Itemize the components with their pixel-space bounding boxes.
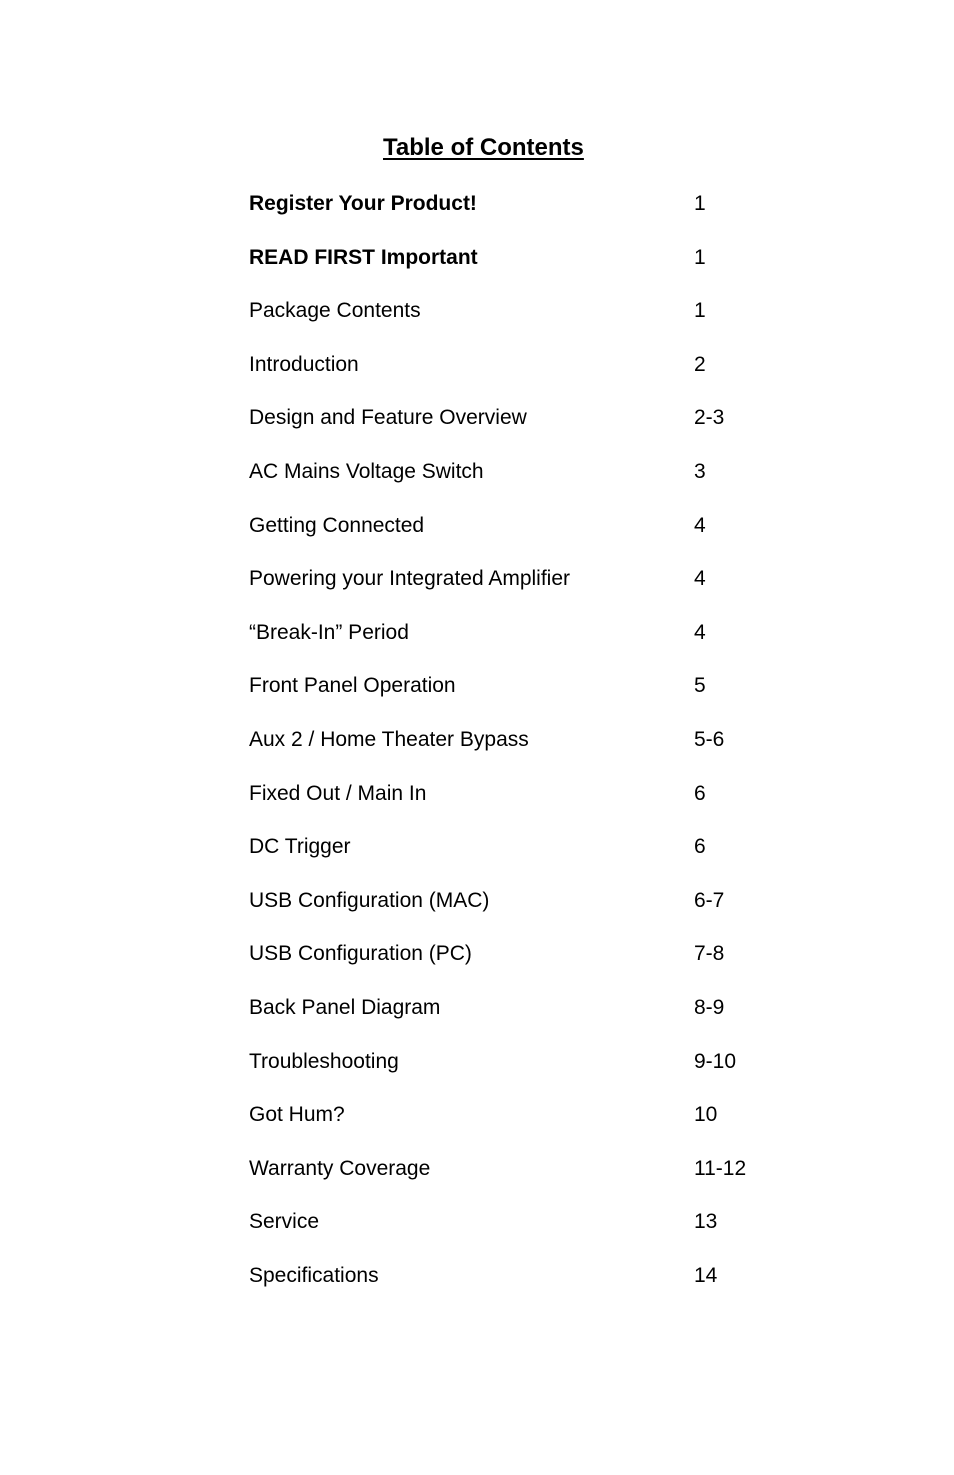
toc-entry	[249, 290, 769, 344]
toc-entry	[249, 1255, 769, 1309]
toc-entry-page: 11-12	[694, 1156, 747, 1180]
toc-entry-page: 1	[694, 245, 706, 269]
toc-entry	[249, 397, 769, 451]
toc-entry-page: 5-6	[694, 727, 725, 751]
toc-entry	[249, 826, 769, 880]
toc-entry-page: 2	[694, 352, 706, 376]
toc-entry	[249, 183, 769, 237]
toc-list	[249, 183, 769, 1308]
toc-entry	[249, 1094, 769, 1148]
toc-entry-label: Fixed Out / Main In	[249, 781, 427, 805]
toc-entry-label: Register Your Product!	[249, 192, 477, 215]
toc-entry	[249, 1041, 769, 1095]
toc-entry-page: 14	[694, 1263, 718, 1287]
toc-entry-label: READ FIRST Important	[249, 245, 478, 269]
toc-entry	[249, 933, 769, 987]
page-title: Table of Contents	[383, 134, 584, 161]
toc-entry-page: 3	[694, 459, 706, 483]
toc-entry-label: Service	[249, 1210, 320, 1234]
toc-entry-label: Got Hum?	[249, 1103, 345, 1127]
toc-entry-page: 6	[694, 781, 706, 805]
toc-entry-label: USB Configuration (MAC)	[249, 888, 490, 912]
toc-entry-page: 13	[694, 1210, 718, 1234]
toc-entry-label: Design and Feature Overview	[249, 406, 527, 430]
toc-entry-label: Introduction	[249, 352, 359, 376]
toc-entry	[249, 237, 769, 291]
toc-entry-page: 10	[694, 1103, 718, 1127]
toc-entry-page: 6-7	[694, 888, 725, 912]
toc-entry	[249, 612, 769, 666]
toc-entry-label: Troubleshooting	[249, 1049, 399, 1073]
toc-entry	[249, 665, 769, 719]
toc-entry-page: 4	[694, 567, 706, 591]
toc-entry	[249, 719, 769, 773]
toc-entry-label: DC Trigger	[249, 835, 351, 859]
toc-entry-label: Front Panel Operation	[249, 674, 456, 698]
toc-entry-page: 9-10	[694, 1049, 737, 1073]
toc-entry-page: 1	[694, 192, 706, 215]
toc-entry	[249, 1201, 769, 1255]
toc-entry	[249, 773, 769, 827]
toc-entry	[249, 558, 769, 612]
toc-entry	[249, 880, 769, 934]
toc-entry-label: Warranty Coverage	[249, 1156, 431, 1180]
toc-entry-label: Powering your Integrated Amplifier	[249, 567, 570, 591]
toc-entry-label: Package Contents	[249, 299, 421, 323]
toc-entry-page: 4	[694, 513, 706, 537]
toc-entry-page: 5	[694, 674, 706, 698]
toc-entry	[249, 987, 769, 1041]
toc-entry-label: Back Panel Diagram	[249, 995, 441, 1019]
toc-entry-label: “Break-In” Period	[249, 620, 409, 644]
toc-entry-label: AC Mains Voltage Switch	[249, 459, 484, 483]
toc-entry-label: Specifications	[249, 1263, 379, 1287]
toc-entry	[249, 1148, 769, 1202]
toc-entry-page: 1	[694, 299, 706, 323]
toc-entry	[249, 344, 769, 398]
toc-entry	[249, 451, 769, 505]
toc-entry-label: USB Configuration (PC)	[249, 942, 472, 966]
toc-entry-page: 6	[694, 835, 706, 859]
toc-entry-page: 8-9	[694, 995, 725, 1019]
toc-entry-page: 7-8	[694, 942, 725, 966]
toc-entry-page: 4	[694, 620, 706, 644]
toc-entry-page: 2-3	[694, 406, 725, 430]
toc-entry-label: Getting Connected	[249, 513, 425, 537]
toc-entry	[249, 505, 769, 559]
toc-entry-label: Aux 2 / Home Theater Bypass	[249, 727, 529, 751]
